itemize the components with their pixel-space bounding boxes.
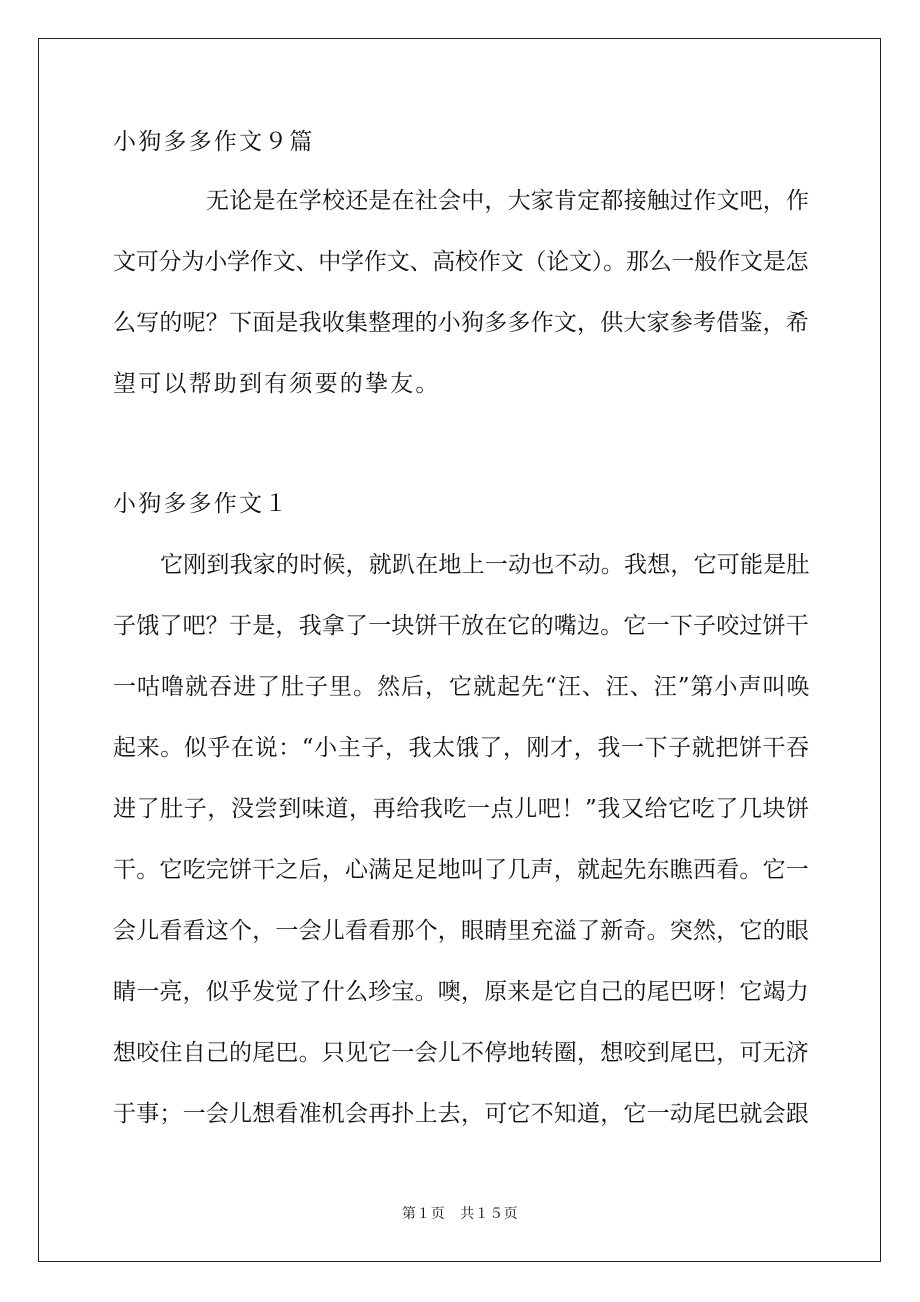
document-title: 小狗多多作文９篇 <box>113 129 315 155</box>
body-line-9: 想咬住自己的尾巴。只见它一会儿不停地转圈，想咬到尾巴，可无济 <box>113 1040 809 1066</box>
page-footer <box>0 1204 920 1224</box>
body-line-10: 于事；一会儿想看准机会再扑上去，可它不知道，它一动尾巴就会跟 <box>113 1101 809 1127</box>
body-line-6: 干。它吃完饼干之后，心满足足地叫了几声，就起先东瞧西看。它一 <box>113 857 809 883</box>
page-border <box>38 38 881 1262</box>
intro-line-1: 无论是在学校还是在社会中，大家肯定都接触过作文吧，作 <box>206 188 810 214</box>
body-line-5: 进了肚子，没尝到味道，再给我吃一点儿吧！”我又给它吃了几块饼 <box>113 796 810 822</box>
intro-line-4: 望可以帮助到有须要的挚友。 <box>113 371 441 397</box>
intro-line-2: 文可分为小学作文、中学作文、高校作文（论文）。那么一般作文是怎 <box>113 249 809 275</box>
body-line-7: 会儿看看这个，一会儿看看那个，眼睛里充溢了新奇。突然，它的眼 <box>113 918 809 944</box>
body-line-3: 一咕噜就吞进了肚子里。然后，它就起先“汪、汪、汪”第小声叫唤 <box>113 674 811 700</box>
section-heading: 小狗多多作文１ <box>113 491 290 517</box>
page-total: 共１５页 <box>460 1206 519 1222</box>
intro-line-3: 么写的呢？下面是我收集整理的小狗多多作文，供大家参考借鉴，希 <box>113 310 809 336</box>
body-line-4: 起来。似乎在说：“小主子，我太饿了，刚才，我一下子就把饼干吞 <box>113 735 810 761</box>
body-line-1: 它刚到我家的时候，就趴在地上一动也不动。我想，它可能是肚 <box>160 552 810 578</box>
body-line-2: 子饿了吧？于是，我拿了一块饼干放在它的嘴边。它一下子咬过饼干 <box>113 613 809 639</box>
body-line-8: 睛一亮，似乎发觉了什么珍宝。噢，原来是它自己的尾巴呀！它竭力 <box>113 979 809 1005</box>
page-number: 第１页 <box>401 1206 446 1222</box>
